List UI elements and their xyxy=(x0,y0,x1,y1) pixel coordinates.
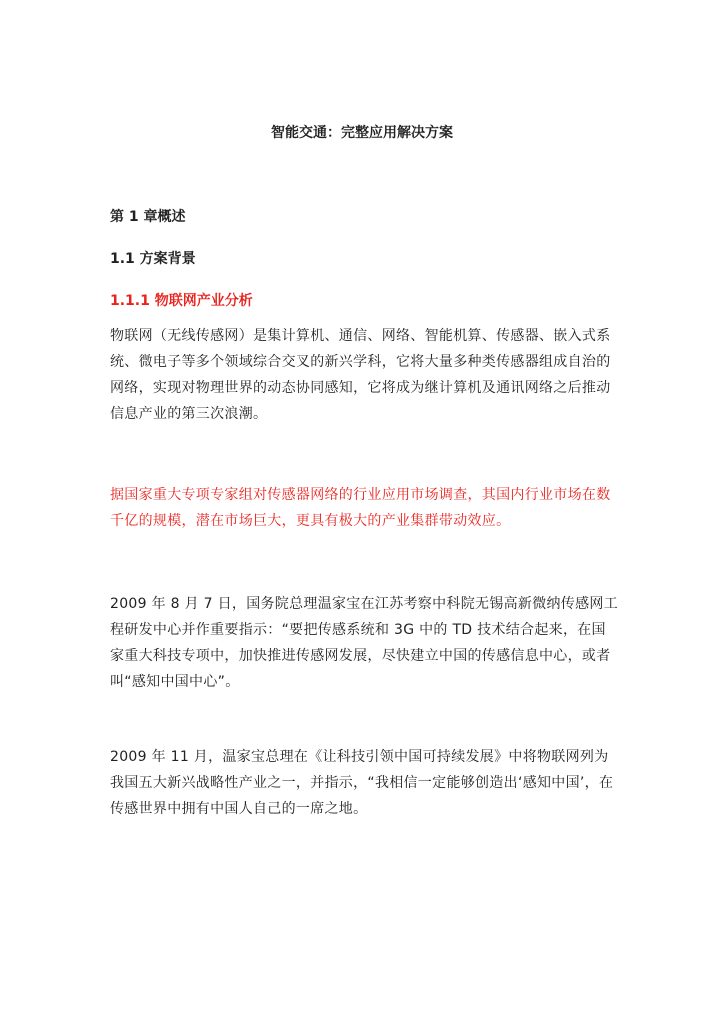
document-title: 智能交通：完整应用解决方案 xyxy=(271,125,453,141)
section-heading: 1.1 方案背景 xyxy=(110,251,196,267)
chapter-heading: 第 1 章概述 xyxy=(110,209,186,225)
paragraph-iot-definition: 物联网（无线传感网）是集计算机、通信、网络、智能机算、传感器、嵌入式系统、微电子等多个领域综合交叉的新兴学科，它将大量多种类传感器组成自治的网络，实现对物理世界的动态协同感知，它将成为继计算机及通讯网络之后推动信息产业的第三次浪潮。 xyxy=(110,328,611,422)
paragraph-2009-august: 2009 年 8 月 7 日，国务院总理温家宝在江苏考察中科院无锡高新微纳传感网工程研发中心并作重要指示：“要把传感系统和 3G 中的 TD 技术结合起来，在国家重大科技专项中，加快推进传感网发展，尽快建立中国的传感信息中心，或者叫“感知中国中心”。 xyxy=(110,596,618,690)
paragraph-2009-november: 2009 年 11 月，温家宝总理在《让科技引领中国可持续发展》中将物联网列为我国五大新兴战略性产业之一，并指示，“我相信一定能够创造出‘感知中国’，在传感世界中拥有中国人自己的一席之地。 xyxy=(110,749,614,817)
paragraph-market-survey: 据国家重大专项专家组对传感器网络的行业应用市场调查，其国内行业市场在数千亿的规模，潜在市场巨大，更具有极大的产业集群带动效应。 xyxy=(110,487,611,529)
subsection-heading: 1.1.1 物联网产业分析 xyxy=(110,293,253,309)
